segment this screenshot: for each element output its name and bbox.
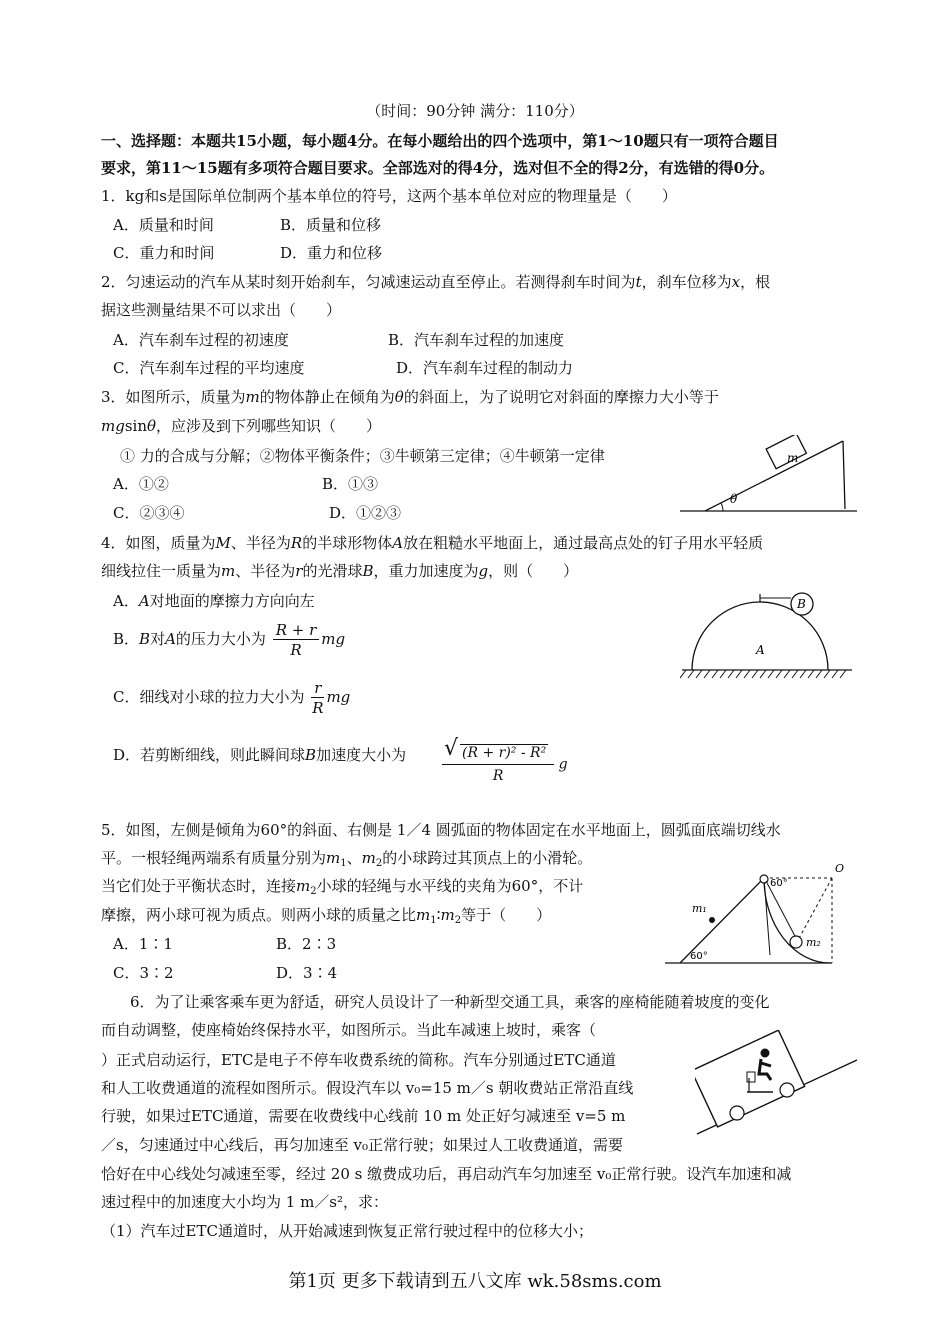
q3-sin: sin (124, 417, 147, 435)
q3-knowledge-list: ① 力的合成与分解；②物体平衡条件；③牛顿第三定律；④牛顿第一定律 (120, 447, 605, 465)
q5-stem-line3 (101, 876, 583, 902)
q4-hemisphere-figure (680, 590, 855, 685)
q5-var-m: m (326, 849, 341, 867)
q3-var-m: m (245, 388, 260, 406)
formula-denominator: R (492, 768, 504, 784)
q4-text: 、半径为 (230, 534, 291, 552)
q2-stem-line2: 据这些测量结果不可以求出（ ） (101, 301, 342, 319)
q3-text: 的物体静止在倾角为 (259, 388, 395, 406)
q5-var-m: m (361, 849, 376, 867)
q4-text: 的光滑球 (302, 562, 363, 580)
q4-var: g (478, 562, 489, 580)
q3-option-a: A．①② (113, 475, 169, 493)
q3-text: 的斜面上，为了说明它对斜面的摩擦力大小等于 (403, 388, 719, 406)
q6-stem-line6: ／s，匀速通过中心线后，再匀加速至 v₀正常行驶；如果过人工收费通道，需要 (101, 1136, 623, 1154)
q2-var-x: x (731, 273, 741, 291)
q6-stem-line7: 恰好在中心线处匀减速至零，经过 20 s 缴费成功后，再启动汽车匀加速至 v₀正常行驶。设汽车加速和减 (101, 1165, 792, 1183)
q2-option-a: A．汽车刹车过程的初速度 (113, 331, 289, 349)
q4-option-c (113, 676, 350, 718)
q4-var: R (290, 534, 303, 552)
q5-sub: 1 (340, 858, 347, 869)
q3-var-mg: mg (101, 417, 125, 435)
q5-sub: 1 (430, 915, 437, 926)
q5-fig-bottom-angle: 60° (690, 951, 708, 962)
q6-stem-line1: 6．为了让乘客乘车更为舒适，研究人员设计了一种新型交通工具，乘客的座椅能随着坡度的变化 (130, 993, 770, 1011)
q3-stem-line2 (101, 416, 381, 436)
q4-text: C．细线对小球的拉力大小为 (113, 688, 305, 706)
q5-text: ∶ (436, 906, 441, 924)
q5-option-b: B．2∶3 (276, 935, 337, 953)
q6-stem-line5: 行驶，如果过ETC通道，需要在收费线中心线前 10 m 处正好匀减速至 v=5 m (101, 1107, 626, 1125)
q5-fig-m2-label: m₂ (806, 936, 821, 949)
q4-var: r (295, 562, 303, 580)
q5-option-c: C．3∶2 (113, 964, 174, 982)
q3-var-theta: θ (394, 388, 404, 406)
q3-text: 3．如图所示，质量为 (101, 388, 246, 406)
q2-option-b: B．汽车刹车过程的加速度 (388, 331, 565, 349)
section-title-line1: 一、选择题：本题共15小题，每小题4分。在每小题给出的四个选项中，第1～10题只有一项符合题目 (101, 132, 779, 150)
q1-option-b: B．质量和位移 (280, 216, 382, 234)
q5-stem-line4 (101, 905, 551, 931)
q4-var: mg (321, 630, 346, 648)
q5-text: 的小球跨过其顶点上的小滑轮。 (382, 849, 593, 867)
q4-option-label: A． (113, 592, 139, 610)
q2-var-t: t (635, 273, 642, 291)
q3-option-b: B．①③ (322, 475, 379, 493)
q4-c-fraction (311, 679, 324, 718)
q2-stem-line1 (101, 272, 770, 292)
q4-var: A (392, 534, 404, 552)
q1-option-a: A．质量和时间 (113, 216, 214, 234)
formula-numerator: (R + r)² - R² (462, 745, 547, 761)
exam-time-info: （时间：90分钟 满分：110分） (366, 102, 584, 120)
q3-option-c: C．②③④ (113, 504, 185, 522)
q4-text: 对 (150, 630, 166, 648)
page-footer: 第1页 更多下载请到五八文库 wk.58sms.com (288, 1271, 662, 1292)
q6-car-on-slope-figure (695, 1030, 860, 1140)
q3-incline-figure (675, 435, 860, 520)
q5-text: 摩擦，两小球可视为质点。则两小球的质量之比 (101, 906, 417, 924)
q4-text: D．若剪断细线，则此瞬间球 (113, 746, 306, 764)
q4-text: 细线拉住一质量为 (101, 562, 222, 580)
q4-option-d (113, 745, 406, 765)
q5-sub: 2 (310, 886, 317, 897)
fraction-denominator: R (312, 698, 324, 717)
q4-text: ，则（ ） (488, 562, 579, 580)
q5-text: 小球的轻绳与水平线的夹角为60°，不计 (316, 877, 584, 895)
q5-var-m: m (440, 906, 455, 924)
q3-stem-line1 (101, 387, 719, 407)
q6-stem-line4: 和人工收费通道的流程如图所示。假设汽车以 v₀=15 m／s 朝收费站正常沿直线 (101, 1079, 634, 1097)
q4-var: B (305, 746, 317, 764)
q6-stem-line8: 速过程中的加速度大小均为 1 m／s²，求： (101, 1193, 389, 1211)
q6-subquestion-1: （1）汽车过ETC通道时，从开始减速到恢复正常行驶过程中的位移大小； (101, 1222, 593, 1240)
q4-var: B (362, 562, 374, 580)
q2-option-c: C．汽车刹车过程的平均速度 (113, 359, 305, 377)
fraction-numerator: R + r (273, 621, 320, 640)
q4-text: 加速度大小为 (316, 746, 407, 764)
q5-sub: 2 (375, 858, 383, 869)
q3-fig-angle-label: θ (730, 492, 738, 506)
q2-text: ，刹车位移为 (641, 273, 732, 291)
q5-text: 、 (346, 849, 362, 867)
q6-stem-line2: 而自动调整，使座椅始终保持水平，如图所示。当此车减速上坡时，乘客（ (101, 1021, 597, 1039)
q1-option-d: D．重力和位移 (280, 244, 383, 262)
q4-b-fraction (273, 621, 320, 660)
q5-text: 当它们处于平衡状态时，连接 (101, 877, 297, 895)
q4-fig-hemisphere-label: A (756, 643, 765, 657)
q4-d-formula: √ (R + r)² - R² R g (442, 742, 568, 787)
q5-fig-o-label: O (835, 862, 845, 875)
q4-text: 的压力大小为 (175, 630, 266, 648)
q4-var: m (221, 562, 236, 580)
q1-stem: 1．kg和s是国际单位制两个基本单位的符号，这两个基本单位对应的物理量是（ ） (101, 187, 677, 205)
q3-var-theta: θ (146, 417, 157, 435)
q4-text: 放在粗糙水平地面上，通过最高点处的钉子用水平轻质 (403, 534, 764, 552)
q6-stem-line3: ）正式启动运行，ETC是电子不停车收费系统的简称。汽车分别通过ETC通道 (101, 1051, 616, 1069)
q5-sub: 2 (454, 915, 462, 926)
q2-option-d: D．汽车刹车过程的制动力 (396, 359, 574, 377)
q4-text: ，重力加速度为 (373, 562, 479, 580)
q5-var-m: m (416, 906, 431, 924)
q4-fig-ball-label: B (797, 597, 806, 611)
q2-text: 2．匀速运动的汽车从某时刻开始刹车，匀减速运动直至停止。若测得刹车时间为 (101, 273, 636, 291)
q4-text: 对地面的摩擦力方向向左 (149, 592, 315, 610)
q4-var: B (139, 630, 151, 648)
fraction-numerator: r (311, 679, 324, 698)
q4-option-b (113, 618, 345, 660)
q4-option-a (113, 591, 315, 611)
q4-text: 4．如图，质量为 (101, 534, 216, 552)
q5-text: 等于（ ） (461, 906, 552, 924)
q3-fig-mass-label: m (787, 451, 799, 465)
q4-var: A (138, 592, 150, 610)
q5-stem-line1: 5．如图，左侧是倾角为60°的斜面、右侧是 1／4 圆弧面的物体固定在水平地面上，圆弧面底端切线水 (101, 821, 781, 839)
q4-text: 的半球形物体 (302, 534, 393, 552)
q4-var: M (215, 534, 231, 552)
q5-incline-arc-figure (660, 860, 855, 970)
q5-text: 平。一根轻绳两端系有质量分别为 (101, 849, 327, 867)
q5-option-d: D．3∶4 (276, 964, 338, 982)
fraction-denominator: R (290, 640, 302, 659)
formula-g: g (558, 756, 568, 773)
q5-stem-line2 (101, 848, 592, 874)
q4-var: A (165, 630, 176, 648)
q1-option-c: C．重力和时间 (113, 244, 215, 262)
q3-option-d: D．①②③ (329, 504, 402, 522)
q5-fig-m1-label: m₁ (692, 902, 707, 915)
q5-fig-top-angle: 60° (770, 878, 788, 889)
q5-var-m: m (296, 877, 311, 895)
section-title-line2: 要求，第11～15题有多项符合题目要求。全部选对的得4分，选对但不全的得2分，有选错的得0分。 (101, 159, 775, 177)
q4-stem-line1 (101, 533, 763, 553)
q5-option-a: A．1∶1 (113, 935, 173, 953)
q2-text: ，根 (740, 273, 771, 291)
q4-stem-line2 (101, 561, 578, 581)
q3-text: ，应涉及到下列哪些知识（ ） (156, 417, 382, 435)
q4-var: mg (326, 688, 351, 706)
q4-option-label: B． (113, 630, 140, 648)
q4-text: 、半径为 (235, 562, 296, 580)
